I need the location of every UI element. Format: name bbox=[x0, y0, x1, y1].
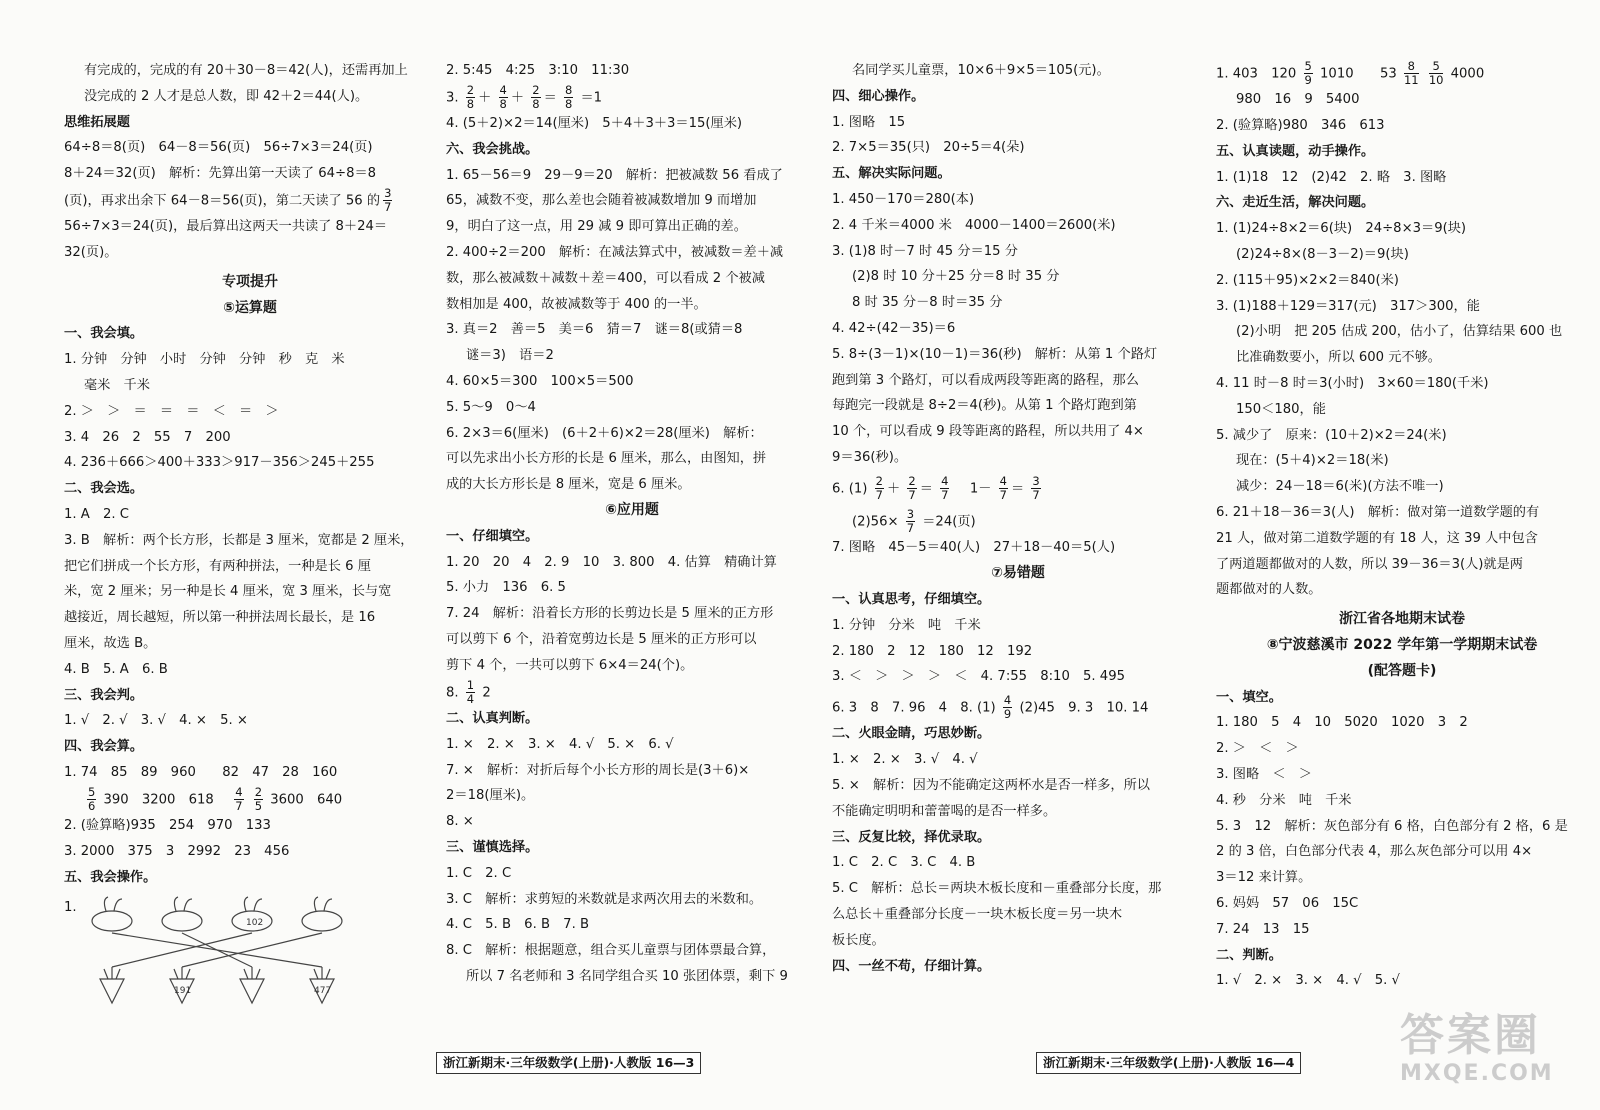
section-heading: 二、认真判断。 bbox=[446, 710, 539, 726]
text-line: (2)24÷8×(8－3－2)＝9(块) bbox=[1236, 247, 1409, 263]
text-line: 1. 180 5 4 10 5020 1020 3 2 bbox=[1216, 715, 1468, 731]
text-line: 减少：24－18＝6(米)(方法不唯一) bbox=[1236, 479, 1444, 495]
text-line: 3. $\frac{2}{8}$ ＋ $\frac{4}{8}$ ＋ $\frac{2}{8}$ ＝ $\frac{8}{8}$ ＝1 bbox=[446, 82, 603, 111]
text-line: (2)56× $\frac{3}{7}$ ＝24(页) bbox=[852, 507, 976, 536]
text-line: (2)小明 把 205 估成 200，估小了，估算结果 600 也 bbox=[1236, 324, 1563, 340]
text-line: 4. C 5. B 6. B 7. B bbox=[446, 917, 590, 933]
fraction: $\frac{4}{7}$ bbox=[235, 784, 243, 813]
text-line: 米，宽 2 厘米；另一种是长 4 厘米，宽 3 厘米，长与宽 bbox=[64, 584, 392, 600]
text-line: 4. 11 时－8 时＝3(小时) 3×60＝180(千米) bbox=[1216, 376, 1489, 392]
section-heading: 一、认真思考，仔细填空。 bbox=[832, 591, 991, 607]
text-line: $\frac{5}{6}$ 390 3200 618 $\frac{4}{7}$ $\frac{2}{5}$ 3600 640 bbox=[88, 784, 343, 813]
text-line: 8. C 解析：根据题意，组合买儿童票与团体票最合算， bbox=[446, 943, 776, 959]
text-line: 1. √ 2. × 3. × 4. √ 5. √ bbox=[1216, 973, 1400, 989]
fraction: $\frac{4}{7}$ bbox=[999, 473, 1007, 502]
text-line: 2. (验算略)980 346 613 bbox=[1216, 118, 1385, 134]
fraction: $\frac{8}{8}$ bbox=[564, 82, 573, 111]
section-heading: 思维拓展题 bbox=[64, 114, 130, 130]
text-line: 8. $\frac{1}{4}$ 2 bbox=[446, 677, 491, 706]
text-line: (页)，再求出余下 64－8＝56(页)，第二天读了 56 的 $\frac{3}{7}$ bbox=[64, 185, 392, 214]
text-line: 名同学买儿童票，10×6＋9×5＝105(元)。 bbox=[852, 63, 1110, 78]
text-line: 越接近，周长越短，所以第一种拼法周长最长，是 16 bbox=[64, 610, 376, 626]
carrot-icon bbox=[310, 967, 334, 1003]
fraction: $\frac{2}{7}$ bbox=[908, 473, 916, 502]
text-line: 64÷8＝8(页) 64－8＝56(页) 56÷7×3＝24(页) bbox=[64, 140, 373, 156]
text-line: 谜＝3) 语＝2 bbox=[466, 348, 554, 364]
fraction: $\frac{4}{7}$ bbox=[941, 473, 949, 502]
text-line: 3. (1)188＋129＝317(元) 317＞300，能 bbox=[1216, 298, 1480, 314]
text-line: 所以 7 名老师和 3 名同学组合买 10 张团体票，剩下 9 bbox=[466, 968, 788, 984]
text-line: 3. 图略 ＜ ＞ bbox=[1216, 767, 1312, 783]
rabbit-label: 102 bbox=[246, 917, 264, 928]
text-line: 毫米 千米 bbox=[84, 378, 150, 394]
section-subtitle: ⑦易错题 bbox=[991, 565, 1045, 582]
text-line: 8 时 35 分－8 时＝35 分 bbox=[852, 295, 1003, 311]
text-line: 成的大长方形长是 8 厘米，宽是 6 厘米。 bbox=[446, 477, 691, 493]
text-line: 2. ＞ ＜ ＞ bbox=[1216, 741, 1299, 757]
text-line: 7. 图略 45－5＝40(人) 27＋18－40＝5(人) bbox=[832, 540, 1116, 556]
text-line: 2. ＞ ＞ ＝ ＝ ＝ ＜ ＝ ＞ bbox=[64, 403, 279, 419]
text-line: 8. × bbox=[446, 814, 474, 830]
text-line: 1. × 2. × 3. × 4. √ 5. × 6. √ bbox=[446, 736, 674, 752]
section-heading: 二、判断。 bbox=[1216, 947, 1282, 963]
section-heading: 一、仔细填空。 bbox=[446, 528, 539, 544]
text-line: 现在：(5＋4)×2＝18(米) bbox=[1236, 453, 1389, 469]
text-line: 2＝18(厘米)。 bbox=[446, 788, 535, 804]
text-line: 4. (5＋2)×2＝14(厘米) 5＋4＋3＋3＝15(厘米) bbox=[446, 116, 743, 132]
text-line: 4. 60×5＝300 100×5＝500 bbox=[446, 374, 634, 390]
carrot-icon bbox=[100, 967, 124, 1003]
exam-subtitle: ⑧宁波慈溪市 2022 学年第一学期期末试卷 bbox=[1266, 637, 1538, 654]
section-heading: 五、解决实际问题。 bbox=[832, 166, 951, 182]
matching-figure bbox=[64, 895, 436, 1013]
text-line: 1. C 2. C 3. C 4. B bbox=[832, 855, 976, 871]
text-line: 7. × 解析：对折后每个小长方形的周长是(3＋6)× bbox=[446, 762, 750, 778]
watermark-logo: 答案圈 MXQE.COM bbox=[1400, 1010, 1554, 1086]
text-line: 3＝12 来计算。 bbox=[1216, 870, 1312, 886]
match-line bbox=[182, 933, 252, 967]
text-line: 4. B 5. A 6. B bbox=[64, 661, 168, 677]
section-subtitle: ⑤运算题 bbox=[223, 299, 277, 316]
text-line: 没完成的 2 人才是总人数，即 42＋2＝44(人)。 bbox=[84, 88, 369, 104]
section-heading: 五、我会操作。 bbox=[64, 869, 157, 885]
text-line: 可以先求出小长方形的长是 6 厘米，那么，由图知，拼 bbox=[446, 451, 767, 467]
fraction: $\frac{3}{7}$ bbox=[906, 507, 915, 536]
text-line: 5. × 解析：因为不能确定这两杯水是否一样多，所以 bbox=[832, 778, 1150, 794]
text-line: 6. (1) $\frac{2}{7}$ ＋ $\frac{2}{7}$ ＝ $\frac{4}{7}$ 1－ $\frac{4}{7}$ ＝ $\frac{3}{7}$ bbox=[832, 473, 1040, 502]
fraction: $\frac{5}{10}$ bbox=[1428, 59, 1444, 87]
text-line: 1. √ 2. √ 3. √ 4. × 5. × bbox=[64, 713, 248, 729]
text-line: 1. 分钟 分钟 小时 分钟 分钟 秒 克 米 bbox=[64, 352, 345, 368]
text-line: 4. 236＋666＞400＋333＞917－356＞245＋255 bbox=[64, 455, 375, 471]
fraction: $\frac{3}{7}$ bbox=[384, 185, 392, 214]
text-line: 3. 真＝2 善＝5 美＝6 猜＝7 谜＝8(或猜＝8 bbox=[446, 322, 743, 338]
text-line: 8＋24＝32(页) 解析：先算出第一天读了 64÷8＝8 bbox=[64, 166, 377, 182]
fraction: $\frac{4}{8}$ bbox=[499, 82, 507, 111]
text-line: (2)8 时 10 分＋25 分＝8 时 35 分 bbox=[852, 269, 1060, 285]
section-heading: 六、走近生活，解决问题。 bbox=[1216, 195, 1375, 211]
fraction: $\frac{5}{9}$ bbox=[1304, 59, 1312, 87]
text-line: 56÷7×3＝24(页)，最后算出这两天一共读了 8＋24＝ bbox=[64, 219, 388, 235]
text-line: 1. 图略 15 bbox=[832, 114, 906, 130]
column-1 bbox=[64, 58, 436, 1040]
fraction: $\frac{2}{7}$ bbox=[875, 473, 883, 502]
text-line: 65，减数不变，那么差也会随着被减数增加 9 而增加 bbox=[446, 193, 757, 209]
text-line: 1. 450－170＝280(本) bbox=[832, 191, 975, 207]
section-heading: 四、一丝不苟，仔细计算。 bbox=[832, 958, 991, 974]
section-heading: 六、我会挑战。 bbox=[446, 141, 539, 157]
text-line: 1. C 2. C bbox=[446, 865, 512, 881]
text-line: 150＜180，能 bbox=[1236, 401, 1326, 417]
text-line: 1. (1)24÷8×2＝6(块) 24÷8×3＝9(块) bbox=[1216, 221, 1467, 237]
text-line: 4. 秒 分米 吨 千米 bbox=[1216, 792, 1352, 808]
fraction: $\frac{3}{7}$ bbox=[1032, 473, 1040, 502]
section-heading: 三、谨慎选择。 bbox=[446, 839, 539, 855]
text-line: 每跑完一段就是 8÷2＝4(秒)。从第 1 个路灯跑到第 bbox=[832, 398, 1137, 414]
text-line: 1. 分钟 分米 吨 千米 bbox=[832, 617, 981, 633]
fraction: $\frac{2}{8}$ bbox=[532, 82, 540, 111]
section-heading: 四、我会算。 bbox=[64, 739, 144, 755]
fraction: $\frac{8}{11}$ bbox=[1403, 59, 1419, 87]
text-line: 5. 8÷(3－1)×(10－1)＝36(秒) 解析：从第 1 个路灯 bbox=[832, 346, 1158, 362]
text-line: 3. 2000 375 3 2992 23 456 bbox=[64, 843, 290, 859]
column-4 bbox=[1216, 58, 1588, 1040]
text-line: 10 个，可以看成 9 段等距离的路程，所以共用了 4× bbox=[832, 424, 1144, 440]
fraction: $\frac{2}{5}$ bbox=[254, 784, 263, 813]
text-line: 1. 65－56＝9 29－9＝20 解析：把被减数 56 看成了 bbox=[446, 167, 783, 183]
text-line: 6. 妈妈 57 06 15C bbox=[1216, 896, 1359, 911]
text-line: 把它们拼成一个长方形，有两种拼法，一种是长 6 厘 bbox=[64, 558, 371, 574]
text-line: 剪下 4 个，一共可以剪下 6×4＝24(个)。 bbox=[446, 657, 694, 673]
rabbit-carrot-figure bbox=[64, 895, 384, 1013]
text-line: 2. 7×5＝35(只) 20÷5＝4(朵) bbox=[832, 140, 1025, 156]
page-footer: 浙江新期末·三年级数学(上册)·人教版 16—4 bbox=[1036, 1052, 1301, 1074]
text-line: 7. 24 解析：沿着长方形的长剪边长是 5 厘米的正方形 bbox=[446, 606, 774, 622]
section-heading: 五、认真读题，动手操作。 bbox=[1216, 143, 1375, 159]
text-line: 3. B 解析：两个长方形，长都是 3 厘米，宽都是 2 厘米， bbox=[64, 532, 414, 548]
text-line: 1. × 2. × 3. √ 4. √ bbox=[832, 752, 978, 768]
text-line: 2. (115＋95)×2×2＝840(米) bbox=[1216, 272, 1399, 288]
carrot-label: 191 bbox=[174, 985, 192, 996]
text-line: 6. 3 8 7. 96 4 8. (1) $\frac{4}{9}$ (2)45 9. 3 10. 14 bbox=[832, 693, 1149, 722]
text-line: 不能确定明明和蕾蕾喝的是否一样多。 bbox=[832, 803, 1057, 819]
section-heading: 一、填空。 bbox=[1216, 689, 1282, 705]
rabbit-icon bbox=[302, 897, 342, 931]
carrot-icon bbox=[170, 967, 194, 1003]
text-line: 9，明白了这一点，用 29 减 9 即可算出正确的差。 bbox=[446, 219, 747, 235]
rabbit-icon bbox=[162, 897, 202, 931]
fraction: $\frac{4}{9}$ bbox=[1003, 693, 1012, 722]
text-line: 3. ＜ ＞ ＞ ＞ ＜ 4. 7:55 8:10 5. 495 bbox=[832, 669, 1125, 685]
section-heading: 四、细心操作。 bbox=[832, 88, 925, 104]
column-3 bbox=[832, 58, 1204, 1040]
text-line: 了两道题都做对的人数，所以 39－36＝3(人)就是两 bbox=[1216, 556, 1523, 572]
text-line: 跑到第 3 个路灯，可以看成两段等距离的路程，那么 bbox=[832, 372, 1139, 388]
section-title: 专项提升 bbox=[222, 273, 278, 290]
text-line: 板长度。 bbox=[832, 932, 885, 948]
fraction: $\frac{2}{8}$ bbox=[466, 82, 475, 111]
section-heading: 二、火眼金睛，巧思妙断。 bbox=[832, 726, 991, 742]
text-line: 5. 小力 136 6. 5 bbox=[446, 580, 566, 596]
column-2 bbox=[446, 58, 818, 1040]
page-footer: 浙江新期末·三年级数学(上册)·人教版 16—3 bbox=[436, 1052, 701, 1074]
carrot-icon bbox=[240, 967, 264, 1003]
text-line: 21 人，做对第二道数学题的有 18 人，这 39 人中包含 bbox=[1216, 530, 1538, 546]
text-line: 1. 403 120 $\frac{5}{9}$ 1010 53 $\frac{8}{11}$ $\frac{5}{10}$ 4000 bbox=[1216, 59, 1485, 87]
text-line: 7. 24 13 15 bbox=[1216, 921, 1310, 937]
text-line: 2 的 3 倍，白色部分代表 4，那么灰色部分可以用 4× bbox=[1216, 844, 1533, 860]
text-line: 厘米，故选 B。 bbox=[64, 636, 157, 652]
match-line bbox=[182, 933, 322, 967]
text-line: 980 16 9 5400 bbox=[1236, 92, 1360, 108]
text-line: 2. (验算略)935 254 970 133 bbox=[64, 818, 271, 834]
section-subtitle: ⑥应用题 bbox=[605, 502, 659, 519]
text-line: 数，那么被减数＋减数＋差＝400，可以看成 2 个被减 bbox=[446, 270, 765, 286]
text-line: 6. 21＋18－36＝3(人) 解析：做对第一道数学题的有 bbox=[1216, 505, 1540, 521]
text-line: 1. (1)18 12 (2)42 2. 略 3. 图略 bbox=[1216, 169, 1447, 185]
text-line: 1. 74 85 89 960 82 47 28 160 bbox=[64, 765, 338, 781]
text-line: 5. 减少了 原来：(10＋2)×2＝24(米) bbox=[1216, 427, 1447, 443]
text-line: 5. 3 12 解析：灰色部分有 6 格，白色部分有 2 格，6 是 bbox=[1216, 818, 1568, 834]
exam-title: 浙江省各地期末试卷 bbox=[1339, 611, 1465, 628]
text-line: 3. C 解析：求剪短的米数就是求两次用去的米数和。 bbox=[446, 891, 763, 907]
carrot-label: 477 bbox=[314, 985, 332, 996]
fraction: $\frac{5}{6}$ bbox=[88, 784, 96, 813]
section-heading: 三、反复比较，择优录取。 bbox=[832, 829, 991, 845]
text-line: 2. 4 千米＝4000 米 4000－1400＝2600(米) bbox=[832, 217, 1116, 233]
match-line bbox=[112, 933, 252, 967]
text-line: 2. 400÷2＝200 解析：在减法算式中，被减数＝差＋减 bbox=[446, 245, 784, 261]
exam-subtitle-note: (配答题卡) bbox=[1367, 662, 1437, 679]
text-line: 3. 4 26 2 55 7 200 bbox=[64, 429, 231, 445]
text-line: 2. 5:45 4:25 3:10 11:30 bbox=[446, 63, 630, 78]
text-line: 5. 5～9 0～4 bbox=[446, 399, 536, 415]
rabbit-icon bbox=[92, 897, 132, 931]
fraction: $\frac{1}{4}$ bbox=[466, 677, 475, 706]
text-line: 题都做对的人数。 bbox=[1216, 582, 1322, 598]
text-line: 可以剪下 6 个，沿着宽剪边长是 5 厘米的正方形可以 bbox=[446, 632, 757, 648]
section-heading: 二、我会选。 bbox=[64, 481, 144, 497]
text-line: 数相加是 400，故被减数等于 400 的一半。 bbox=[446, 296, 707, 312]
text-line: 1. 20 20 4 2. 9 10 3. 800 4. 估算 精确计算 bbox=[446, 554, 777, 570]
text-line: 5. C 解析：总长＝两块木板长度和－重叠部分长度，那 bbox=[832, 881, 1162, 897]
text-line: 3. (1)8 时－7 时 45 分＝15 分 bbox=[832, 243, 1018, 259]
text-line: 32(页)。 bbox=[64, 245, 118, 261]
text-line: 6. 2×3＝6(厘米) (6＋2＋6)×2＝28(厘米) 解析： bbox=[446, 425, 763, 441]
text-line: 比准确数要小，所以 600 元不够。 bbox=[1236, 350, 1441, 366]
text-line: 4. 42÷(42－35)＝6 bbox=[832, 320, 956, 336]
text-line: 9＝36(秒)。 bbox=[832, 449, 908, 465]
section-heading: 三、我会判。 bbox=[64, 687, 144, 703]
text-line: 1. A 2. C bbox=[64, 507, 129, 523]
text-line: 有完成的，完成的有 20＋30－8＝42(人)，还需再加上 bbox=[84, 63, 408, 78]
item-number: 1. bbox=[64, 899, 77, 915]
section-heading: 一、我会填。 bbox=[64, 326, 144, 342]
text-line: 2. 180 2 12 180 12 192 bbox=[832, 643, 1033, 659]
text-line: 么总长＋重叠部分长度－一块木板长度＝另一块木 bbox=[832, 907, 1123, 922]
